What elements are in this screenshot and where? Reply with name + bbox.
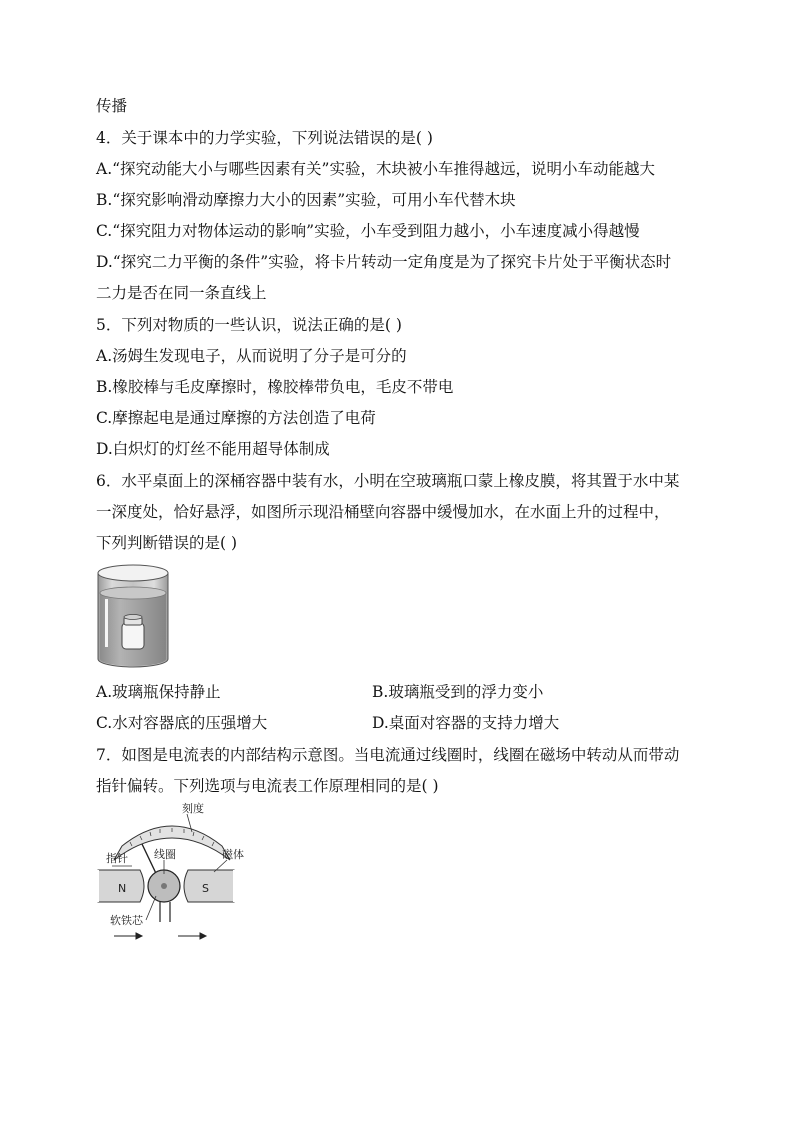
current-arrows xyxy=(114,933,206,939)
label-core: 软铁芯 xyxy=(110,914,143,927)
question-7-stem-2: 指针偏转。下列选项与电流表工作原理相同的是( ) xyxy=(96,777,439,795)
question-4-option-d-cont: 二力是否在同一条直线上 xyxy=(96,284,267,302)
question-7-stem-1: 7．如图是电流表的内部结构示意图。当电流通过线圈时，线圈在磁场中转动从而带动 xyxy=(96,746,680,764)
label-magnet: 磁体 xyxy=(222,848,244,861)
label-south: S xyxy=(202,882,209,895)
question-5-stem: 5．下列对物质的一些认识，说法正确的是( ) xyxy=(96,316,402,334)
question-4-option-d: D.“探究二力平衡的条件”实验，将卡片转动一定角度是为了探究卡片处于平衡状态时 xyxy=(96,253,672,271)
question-6-option-a: A.玻璃瓶保持静止 xyxy=(96,683,221,701)
question-6-stem-2: 一深度处，恰好悬浮，如图所示现沿桶壁向容器中缓慢加水，在水面上升的过程中， xyxy=(96,503,670,521)
question-6-stem-3: 下列判断错误的是( ) xyxy=(96,534,238,552)
question-4-stem: 4．关于课本中的力学实验，下列说法错误的是( ) xyxy=(96,129,433,147)
question-4-option-a: A.“探究动能大小与哪些因素有关”实验，木块被小车推得越远，说明小车动能越大 xyxy=(96,160,655,178)
question-4-option-c: C.“探究阻力对物体运动的影响”实验，小车受到阻力越小，小车速度减小得越慢 xyxy=(96,222,640,240)
question-6-option-c: C.水对容器底的压强增大 xyxy=(96,714,268,732)
question-5-option-b: B.橡胶棒与毛皮摩擦时，橡胶棒带负电，毛皮不带电 xyxy=(96,378,454,396)
question-6-option-d: D.桌面对容器的支持力增大 xyxy=(372,714,560,732)
label-north: N xyxy=(118,882,127,895)
label-coil: 线圈 xyxy=(154,848,176,861)
label-scale: 刻度 xyxy=(182,802,204,815)
question-5-option-a: A.汤姆生发现电子，从而说明了分子是可分的 xyxy=(96,347,407,365)
continuation-text: 传播 xyxy=(96,97,128,115)
question-6-option-b: B.玻璃瓶受到的浮力变小 xyxy=(372,683,544,701)
magnet-south xyxy=(184,870,234,902)
question-5-option-d: D.白炽灯的灯丝不能用超导体制成 xyxy=(96,440,330,458)
question-6-stem-1: 6．水平桌面上的深桶容器中装有水，小明在空玻璃瓶口蒙上橡皮膜，将其置于水中某 xyxy=(96,472,680,490)
ammeter-diagram xyxy=(92,800,252,945)
container-figure xyxy=(96,563,170,671)
question-4-option-b: B.“探究影响滑动摩擦力大小的因素”实验，可用小车代替木块 xyxy=(96,191,516,209)
label-pointer: 指针 xyxy=(106,852,128,865)
question-5-option-c: C.摩擦起电是通过摩擦的方法创造了电荷 xyxy=(96,409,376,427)
